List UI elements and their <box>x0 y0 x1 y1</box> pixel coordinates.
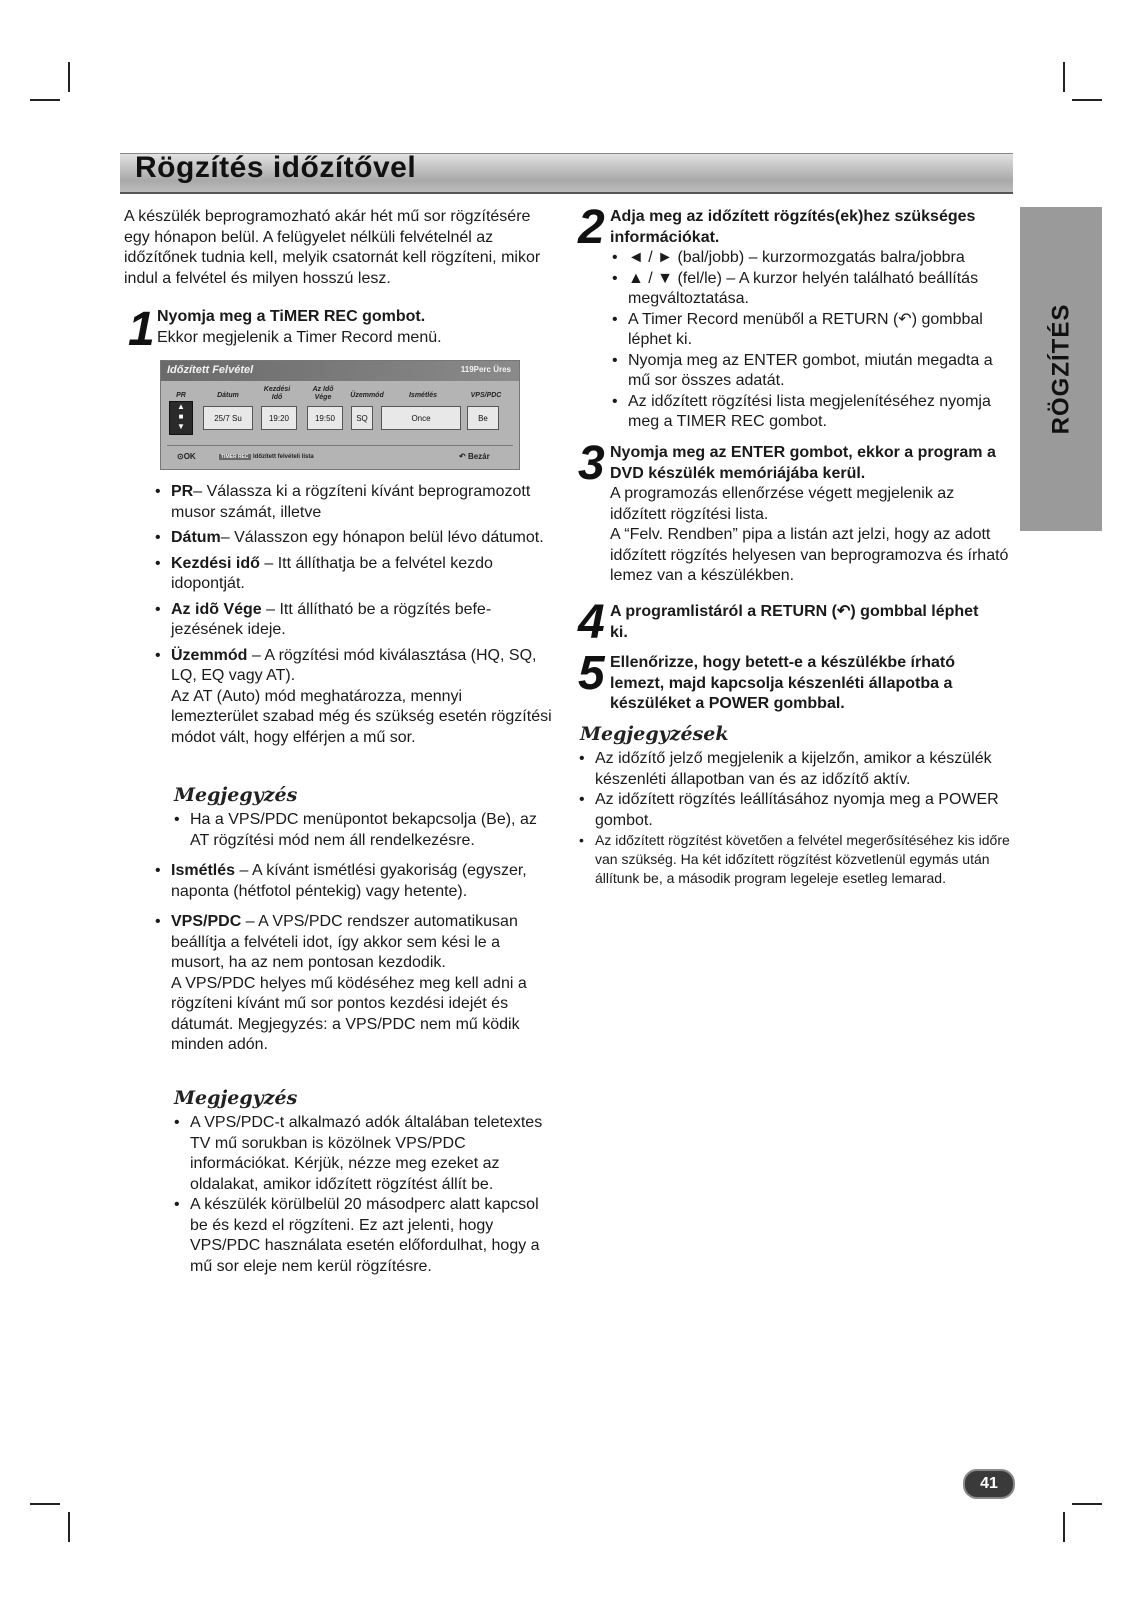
osd-cell-datum: 25/7 Su <box>203 406 253 430</box>
list-item: • ▲ / ▼ (fel/le) – A kurzor helyén található beállítás megváltoztatása. <box>610 269 1010 310</box>
crop-mark <box>30 1503 60 1505</box>
osd-cell-vege: 19:50 <box>307 406 343 430</box>
osd-cell-vps: Be <box>467 406 499 430</box>
osd-col-vege: Az Idő Vége <box>312 386 334 401</box>
list-item: • Ismétlés – A kívánt ismétlési gyakoriság (egyszer, naponta (hétfotol péntekig) vagy hetente). <box>153 861 553 902</box>
note-heading: Megjegyzés <box>174 1087 298 1109</box>
osd-col-pr: PR <box>176 392 186 399</box>
list-item: • Az időzített rögzítési lista megjelenítéséhez nyomja meg a TIMER REC gombot. <box>610 392 1010 433</box>
setting-list <box>153 482 553 748</box>
enter-icon: ⊙ <box>177 452 184 461</box>
timer-record-osd <box>160 360 520 470</box>
intro-paragraph: A készülék beprogramozható akár hét mű sor rögzítésére egy hónapon belül. A felügyelet nélküli felvételnél az időzítőnek tudnia kell, melyik csatornát kell rögzíteni, mikor indul a felvétel és milyen hosszú lesz. <box>124 208 541 287</box>
note-list <box>172 1113 557 1277</box>
note-heading: Megjegyzés <box>174 784 298 806</box>
osd-col-kezdesi: Kezdési Idő <box>263 386 291 401</box>
osd-foot-list-key: TIMER REC <box>221 454 249 460</box>
page-title: Rögzítés időzítővel <box>135 151 417 184</box>
list-item: • VPS/PDC – A VPS/PDC rendszer automatikusan beállítja a felvételi idot, így akkor sem kési le a musort, ha az nem pontosan kezdodik. A VPS/PDC helyes mű ködéséhez meg kell adni a rögzíteni kívánt mű sor pontos kezdési idejét és dátumát. Megjegyzés: a VPS/PDC nem mű ködik minden adón. <box>153 912 553 1056</box>
list-item: • Kezdési idő – Itt állíthatja be a felvétel kezdo idopontját. <box>153 554 553 595</box>
osd-foot-list: Időzített felvételi lista <box>253 454 314 460</box>
notes-heading: Megjegyzések <box>580 723 729 745</box>
step-4-title: A programlistáról a RETURN (↶) gombbal léphet ki. <box>610 603 979 641</box>
list-item: • Ha a VPS/PDC menüpontot bekapcsolja (Be), az AT rögzítési mód nem áll rendelkezésre. <box>172 810 552 851</box>
list-item: • A VPS/PDC-t alkalmazó adók általában teletextes TV mű sorukban is közölnek VPS/PDC információkat. Kérjük, nézze meg ezeket az oldalakat, amikor időzített rögzítést állít be. <box>172 1113 557 1195</box>
list-item: • ◄ / ► (bal/jobb) – kurzormozgatás balra/jobbra <box>610 248 1010 269</box>
crop-mark <box>30 99 60 101</box>
list-item: • A készülék körülbelül 20 másodperc alatt kapcsol be és kezd el rögzíteni. Ez azt jelenti, hogy VPS/PDC használata esetén előfordulhat, hogy a mű sor eleje nem kerül rögzítésre. <box>172 1195 557 1277</box>
list-item: • Az idõ Vége – Itt állítható be a rögzítés befe-jezésének ideje. <box>153 600 553 641</box>
osd-col-datum: Dátum <box>217 392 239 399</box>
list-item: • Az időzítő jelző megjelenik a kijelzőn, amikor a készülék készenléti állapotban van és az időzítő aktív. <box>577 749 1012 790</box>
crop-mark <box>1072 99 1102 101</box>
list-item: • PR– Válassza ki a rögzíteni kívánt beprogramozott musor számát, illetve <box>153 482 553 523</box>
list-item: • Az időzített rögzítés leállításához nyomja meg a POWER gombot. <box>577 790 1012 831</box>
page-number: 41 <box>963 1469 1015 1499</box>
osd-foot-close: ↶ Bezár <box>459 452 490 461</box>
step-number: 1 <box>128 303 155 356</box>
step-3-title: Nyomja meg az ENTER gombot, ekkor a program a DVD készülék memóriájába kerül. <box>610 444 996 482</box>
step-number: 5 <box>578 647 605 700</box>
crop-mark <box>1063 62 1065 92</box>
step-5-title: Ellenőrizze, hogy betett-e a készülékbe írható lemezt, majd kapcsolja készenléti állapotba a készüléket a POWER gombbal. <box>610 654 955 712</box>
list-item: • Az időzített rögzítést követően a felvétel megerősítéséhez kis időre van szükség. Ha két időzített rögzítést közvetlenül egymás után állítunk be, a második program legeleje esetleg lemarad. <box>577 831 1012 888</box>
return-icon: ↶ <box>459 452 466 461</box>
step-number: 3 <box>578 437 605 490</box>
section-tab-label: RÖGZÍTÉS <box>1047 303 1075 435</box>
step-3-text: A “Felv. Rendben” pipa a listán azt jelzi, hogy az adott időzített rögzítés helyesen van beprogramozva és írható lemez van a készülékben. <box>610 526 1009 584</box>
step-4 <box>610 602 990 643</box>
osd-cell-ismetles: Once <box>381 406 461 430</box>
osd-col-vps: VPS/PDC <box>470 392 502 399</box>
osd-col-ismetles: Ismétlés <box>408 392 438 399</box>
step-2-list <box>610 248 1010 433</box>
osd-footer-rule <box>167 445 513 446</box>
list-item: • Dátum– Válasszon egy hónapon belül lévo dátumot. <box>153 528 553 549</box>
osd-pr-selector: ▲ ■ ▼ <box>169 401 193 435</box>
step-number: 2 <box>578 201 605 254</box>
step-3 <box>610 443 1010 587</box>
osd-cell-uzemmod: SQ <box>351 406 373 430</box>
crop-mark <box>1072 1503 1102 1505</box>
step-number: 4 <box>578 596 605 649</box>
osd-cell-kezdesi: 19:20 <box>261 406 297 430</box>
crop-mark <box>1063 1512 1065 1542</box>
step-1-text: Ekkor megjelenik a Timer Record menü. <box>157 328 442 346</box>
step-1-title: Nyomja meg a TiMER REC gombot. <box>157 308 426 325</box>
step-2-title: Adja meg az időzített rögzítés(ek)hez szükséges információkat. <box>610 208 976 246</box>
osd-col-uzemmod: Üzemmód <box>350 392 384 399</box>
notes-list <box>577 749 1012 888</box>
step-2 <box>610 207 1010 433</box>
setting-list-2 <box>153 861 553 1056</box>
crop-mark <box>68 1512 70 1542</box>
osd-foot-ok: ⊙OK <box>177 452 196 461</box>
osd-free-space: 119Perc Üres <box>460 365 511 374</box>
crop-mark <box>68 62 70 92</box>
list-item: • Nyomja meg az ENTER gombot, miután megadta a mű sor összes adatát. <box>610 351 1010 392</box>
list-item: • Üzemmód – A rögzítési mód kiválasztása (HQ, SQ, LQ, EQ vagy AT). Az AT (Auto) mód meghatározza, mennyi lemezterület szabad még és szükség esetén rögzítési módot vált, hogy elférjen a mű sor. <box>153 646 553 749</box>
step-3-text: A programozás ellenőrzése végett megjelenik az időzített rögzítési lista. <box>610 485 955 523</box>
note-list <box>172 810 552 851</box>
osd-title: Időzített Felvétel <box>167 364 254 376</box>
list-item: • A Timer Record menüből a RETURN (↶) gombbal léphet ki. <box>610 310 1010 351</box>
step-5 <box>610 653 1010 715</box>
step-1 <box>157 307 557 348</box>
